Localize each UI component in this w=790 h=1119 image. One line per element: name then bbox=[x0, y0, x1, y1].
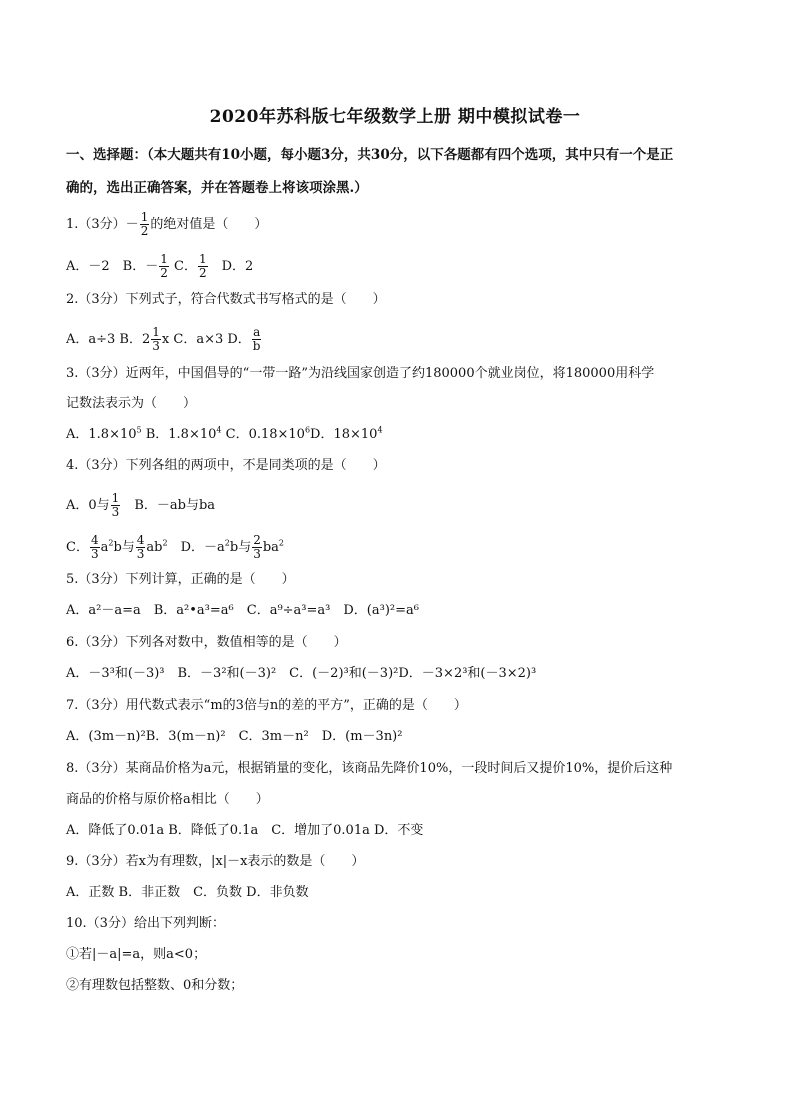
question-4-options-ab: A．0与 $\frac{1}{3}$ B．－ab与ba bbox=[66, 491, 216, 519]
question-6-options: A．－3³和(－3)³ B．－3²和(－3)² C．(－2)³和(－3)²D．－3×2³和(－3×2)³ bbox=[66, 666, 537, 681]
question-3-stem-line2: 记数法表示为（ ） bbox=[66, 396, 197, 411]
question-8-options: A．降低了0.01a B．降低了0.1a C．增加了0.01a D．不变 bbox=[66, 823, 424, 838]
section-instructions-line2: 确的，选出正确答案，并在答题卷上将该项涂黑.） bbox=[66, 180, 368, 196]
question-9-stem: 9.（3分）若x为有理数，|x|－x表示的数是（ ） bbox=[66, 854, 365, 869]
question-1-options: A．－2 B．－ $\frac{1}{2}$ C． $\frac{1}{2}$ D．2 bbox=[66, 252, 254, 280]
question-7-options: A．(3m－n)²B．3(m－n)² C．3m－n² D．(m－3n)² bbox=[66, 729, 403, 744]
question-8-stem-line2: 商品的价格与原价格a相比（ ） bbox=[66, 792, 269, 807]
question-9-options: A．正数 B．非正数 C．负数 D．非负数 bbox=[66, 885, 309, 900]
question-3-stem-line1: 3.（3分）近两年，中国倡导的“一带一路”为沿线国家创造了约180000个就业岗位，将180000用科学 bbox=[66, 366, 655, 381]
question-2-options: A．a÷3 B．2 $\frac{1}{3}$ x C．a×3 D． $\frac{a}{b}$ bbox=[66, 325, 261, 353]
question-2-stem: 2.（3分）下列式子，符合代数式书写格式的是（ ） bbox=[66, 292, 386, 307]
fraction: $\frac{4}{3}$ bbox=[90, 533, 99, 561]
fraction: $\frac{1}{3}$ bbox=[111, 491, 120, 519]
section-instructions-line1: 一、选择题：（本大题共有10小题，每小题3分，共30分，以下各题都有四个选项，其中只有一个是正 bbox=[66, 147, 674, 163]
fraction: $\frac{4}{3}$ bbox=[136, 533, 145, 561]
question-10-judgment-1: ①若|－a|=a，则a<0； bbox=[66, 947, 207, 962]
question-5-options: A．a²－a=a B．a²•a³=a⁶ C．a⁹÷a³=a³ D．(a³)²=a⁶ bbox=[66, 603, 419, 618]
question-4-stem: 4.（3分）下列各组的两项中，不是同类项的是（ ） bbox=[66, 458, 386, 473]
question-6-stem: 6.（3分）下列各对数中，数值相等的是（ ） bbox=[66, 635, 347, 650]
question-5-stem: 5.（3分）下列计算，正确的是（ ） bbox=[66, 572, 295, 587]
fraction: $\frac{1}{2}$ bbox=[140, 210, 149, 238]
fraction: $\frac{1}{2}$ bbox=[198, 252, 207, 280]
page-title: 2020年苏科版七年级数学上册 期中模拟试卷一 bbox=[209, 107, 581, 127]
fraction: $\frac{a}{b}$ bbox=[252, 325, 261, 353]
question-10-judgment-2: ②有理数包括整数、0和分数； bbox=[66, 978, 244, 993]
question-4-options-cd: C． $\frac{4}{3}$ $a^2b$与 $\frac{4}{3}$ $ab^2$ D．$-a^2b$与 $\frac{2}{3}$ $ba^2$ bbox=[66, 533, 285, 561]
question-3-options: A．$1.8\times 10^5$ B．$1.8\times 10^4$ C．$0.18\times 10^6D$．$18\times 10^4$ bbox=[66, 425, 383, 442]
fraction: $\frac{2}{3}$ bbox=[253, 533, 261, 561]
question-8-stem-line1: 8.（3分）某商品价格为a元，根据销量的变化，该商品先降价10%，一段时间后又提价10%，提价后这种 bbox=[66, 761, 673, 776]
question-10-stem: 10.（3分）给出下列判断： bbox=[66, 916, 225, 931]
fraction: $\frac{1}{2}$ bbox=[160, 252, 168, 280]
fraction: $\frac{1}{3}$ bbox=[152, 325, 160, 353]
question-7-stem: 7.（3分）用代数式表示“m的3倍与n的差的平方”，正确的是（ ） bbox=[66, 698, 467, 713]
question-1-stem: 1.（3分）－ $\frac{1}{2}$ 的绝对值是（ ） bbox=[66, 210, 268, 238]
